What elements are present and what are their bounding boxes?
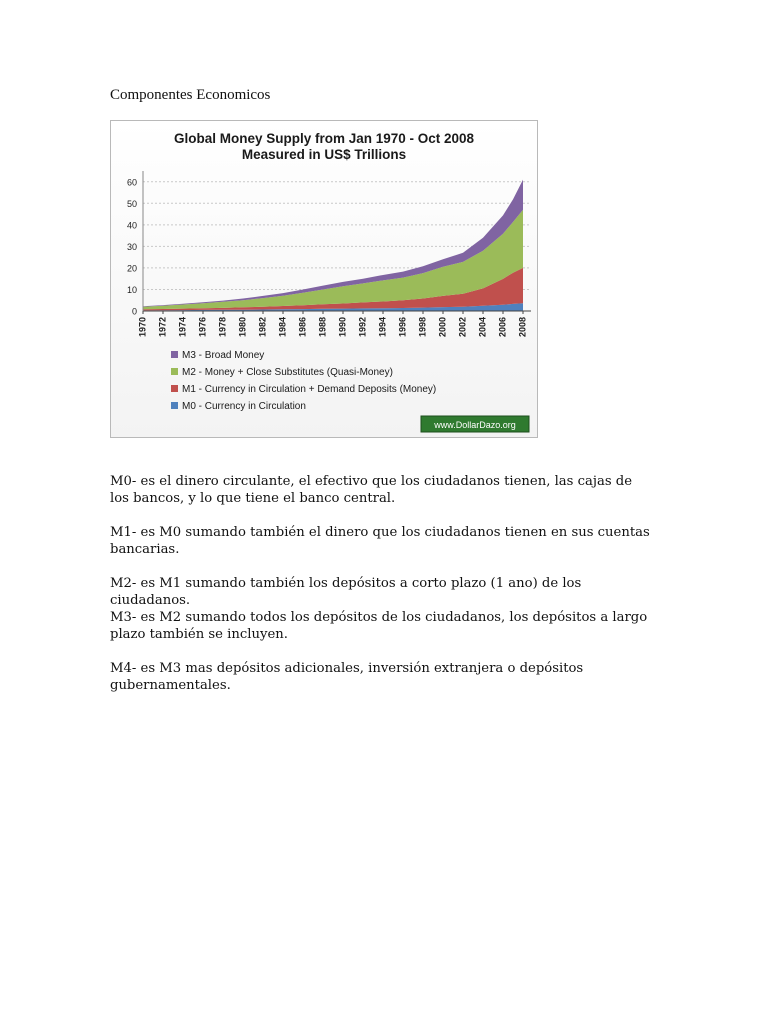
y-tick-label: 20	[126, 263, 137, 274]
watermark-text: www.DollarDazo.org	[434, 420, 516, 430]
x-tick-label: 1998	[417, 317, 428, 338]
legend-label: M1 - Currency in Circulation + Demand Deposits (Money)	[182, 384, 437, 395]
chart-canvas	[111, 121, 537, 437]
x-tick-label: 1996	[397, 317, 408, 338]
x-tick-label: 1982	[257, 317, 268, 338]
x-tick-label: 1984	[277, 317, 288, 338]
paragraph-m4: M4- es M3 mas depósitos adicionales, inversión extranjera o depósitos gubernamentales.	[110, 661, 584, 693]
x-tick-label: 1974	[177, 317, 188, 338]
legend-swatch	[171, 368, 178, 375]
x-tick-label: 1976	[197, 317, 208, 338]
legend-swatch	[171, 402, 178, 409]
y-tick-label: 60	[126, 177, 137, 188]
legend-label: M3 - Broad Money	[182, 350, 265, 361]
legend-swatch	[171, 385, 178, 392]
paragraph-m1: M1- es M0 sumando también el dinero que los ciudadanos tienen en sus cuentas bancarias.	[110, 525, 650, 557]
x-tick-label: 2004	[477, 317, 488, 338]
legend-swatch	[171, 351, 178, 358]
x-tick-label: 2008	[517, 317, 528, 338]
legend-label: M2 - Money + Close Substitutes (Quasi-Money)	[182, 367, 393, 378]
x-tick-label: 1994	[377, 317, 388, 338]
x-tick-label: 1978	[217, 317, 228, 338]
paragraph-m3: M3- es M2 sumando todos los depósitos de los ciudadanos, los depósitos a largo plazo también se incluyen.	[110, 610, 648, 642]
x-tick-label: 2000	[437, 317, 448, 338]
watermark-badge	[421, 416, 529, 432]
y-tick-label: 40	[126, 220, 137, 231]
x-tick-label: 1988	[317, 317, 328, 338]
legend-label: M0 - Currency in Circulation	[182, 401, 306, 412]
chart-legend	[171, 350, 436, 412]
chart-subtitle: Measured in US$ Trillions	[241, 147, 407, 162]
y-tick-label: 50	[126, 198, 137, 209]
x-tick-label: 1992	[357, 317, 368, 338]
x-tick-label: 1972	[157, 317, 168, 338]
x-tick-label: 2006	[497, 317, 508, 338]
x-tick-label: 1990	[337, 317, 348, 338]
chart-title: Global Money Supply from Jan 1970 - Oct 2008	[173, 131, 475, 146]
x-tick-label: 1980	[237, 317, 248, 338]
y-tick-label: 30	[126, 241, 137, 252]
document-title: Componentes Economicos	[110, 87, 271, 103]
paragraph-m2: M2- es M1 sumando también los depósitos a corto plazo (1 ano) de los ciudadanos.	[110, 576, 582, 608]
paragraph-m0: M0- es el dinero circulante, el efectivo que los ciudadanos tienen, las cajas de los bancos, y lo que tiene el banco central.	[110, 474, 633, 506]
x-tick-label: 1986	[297, 317, 308, 338]
y-tick-label: 0	[131, 306, 137, 317]
y-tick-label: 10	[126, 284, 137, 295]
chart-areas	[143, 180, 523, 311]
x-tick-label: 1970	[137, 317, 148, 338]
money-supply-chart	[110, 120, 538, 438]
x-tick-label: 2002	[457, 317, 468, 338]
